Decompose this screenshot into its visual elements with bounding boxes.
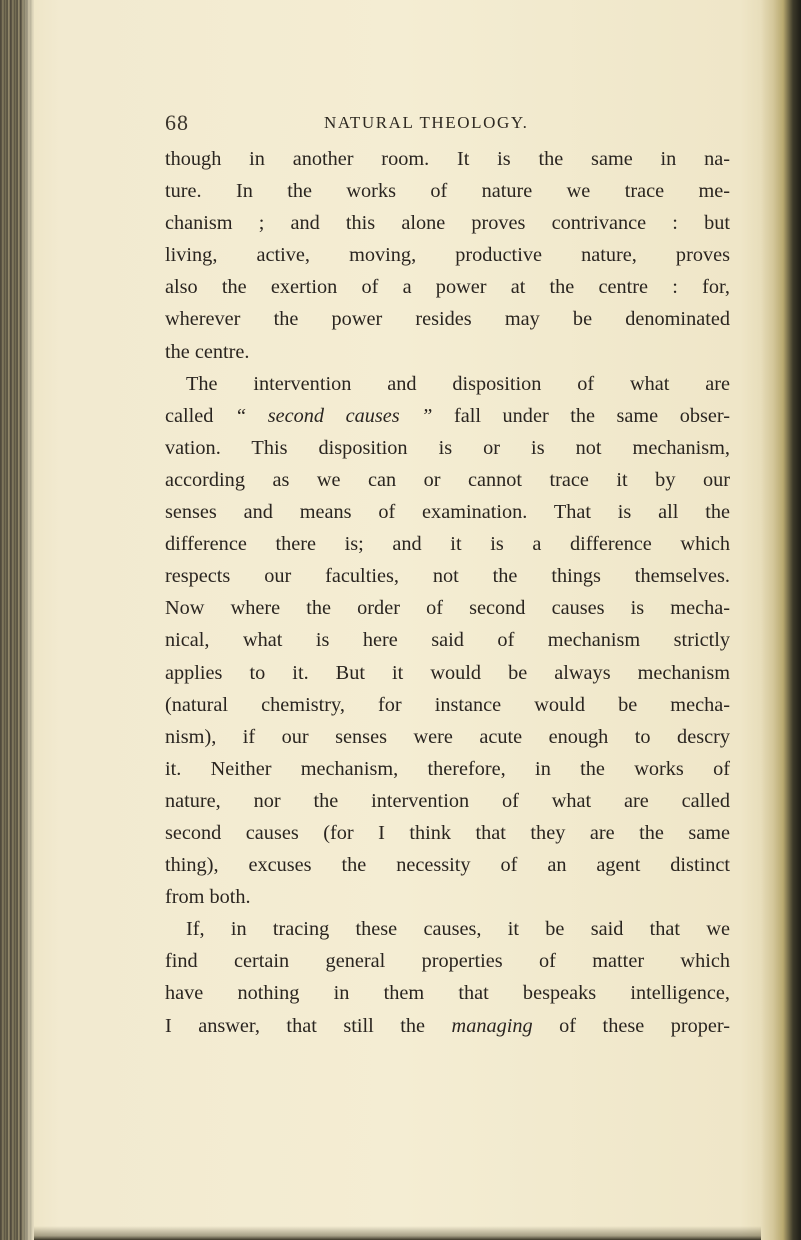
text-line: applies to it. But it would be always mechanism <box>165 661 730 684</box>
page-number: 68 <box>165 110 189 135</box>
text-line: nature, nor the intervention of what are called <box>165 789 730 812</box>
text-segment: fall under the same obser- <box>432 404 730 427</box>
body-text <box>165 143 730 1042</box>
binding-edge <box>0 0 34 1240</box>
text-line: wherever the power resides may be denominated <box>165 308 730 331</box>
text-line: ture. In the works of nature we trace me- <box>165 180 730 203</box>
text-line: respects our faculties, not the things themselves. <box>165 565 730 588</box>
text-segment: I answer, that still the <box>165 1014 452 1037</box>
text-line: have nothing in them that bespeaks intelligence, <box>165 982 730 1005</box>
paragraph-start-line: The intervention and disposition of what are <box>186 372 730 395</box>
page-bottom-shadow <box>34 1226 761 1240</box>
text-line <box>165 1010 730 1042</box>
text-line: also the exertion of a power at the centre : for, <box>165 276 730 299</box>
italic-word: managing <box>451 1014 533 1037</box>
italic-phrase: “ second causes ” <box>234 404 433 427</box>
text-line: from both. <box>165 886 251 909</box>
text-line: the centre. <box>165 340 250 363</box>
running-head: NATURAL THEOLOGY. <box>324 113 529 132</box>
text-line: (natural chemistry, for instance would be mecha- <box>165 693 730 716</box>
text-line: according as we can or cannot trace it by our <box>165 468 730 491</box>
text-line: nical, what is here said of mechanism strictly <box>165 629 730 652</box>
text-line: thing), excuses the necessity of an agent distinct <box>165 854 730 877</box>
text-line: chanism ; and this alone proves contrivance : but <box>165 212 730 235</box>
text-line: nism), if our senses were acute enough to descry <box>165 725 730 748</box>
text-line: difference there is; and it is a difference which <box>165 533 730 556</box>
text-line: vation. This disposition is or is not mechanism, <box>165 436 730 459</box>
text-line: find certain general properties of matter which <box>165 950 730 973</box>
text-line: though in another room. It is the same in na- <box>165 148 730 170</box>
text-segment: of these proper- <box>532 1014 730 1037</box>
text-line: it. Neither mechanism, therefore, in the works of <box>165 757 730 780</box>
text-segment: called <box>165 404 235 427</box>
paragraph-start-line: If, in tracing these causes, it be said that we <box>186 918 730 941</box>
text-line: living, active, moving, productive nature, proves <box>165 244 730 267</box>
text-line: second causes (for I think that they are the same <box>165 821 730 844</box>
text-line: senses and means of examination. That is all the <box>165 501 730 524</box>
text-line: Now where the order of second causes is mecha- <box>165 597 730 620</box>
text-line <box>165 400 730 432</box>
page-edge-shadow <box>761 0 801 1240</box>
page-header <box>165 110 725 140</box>
